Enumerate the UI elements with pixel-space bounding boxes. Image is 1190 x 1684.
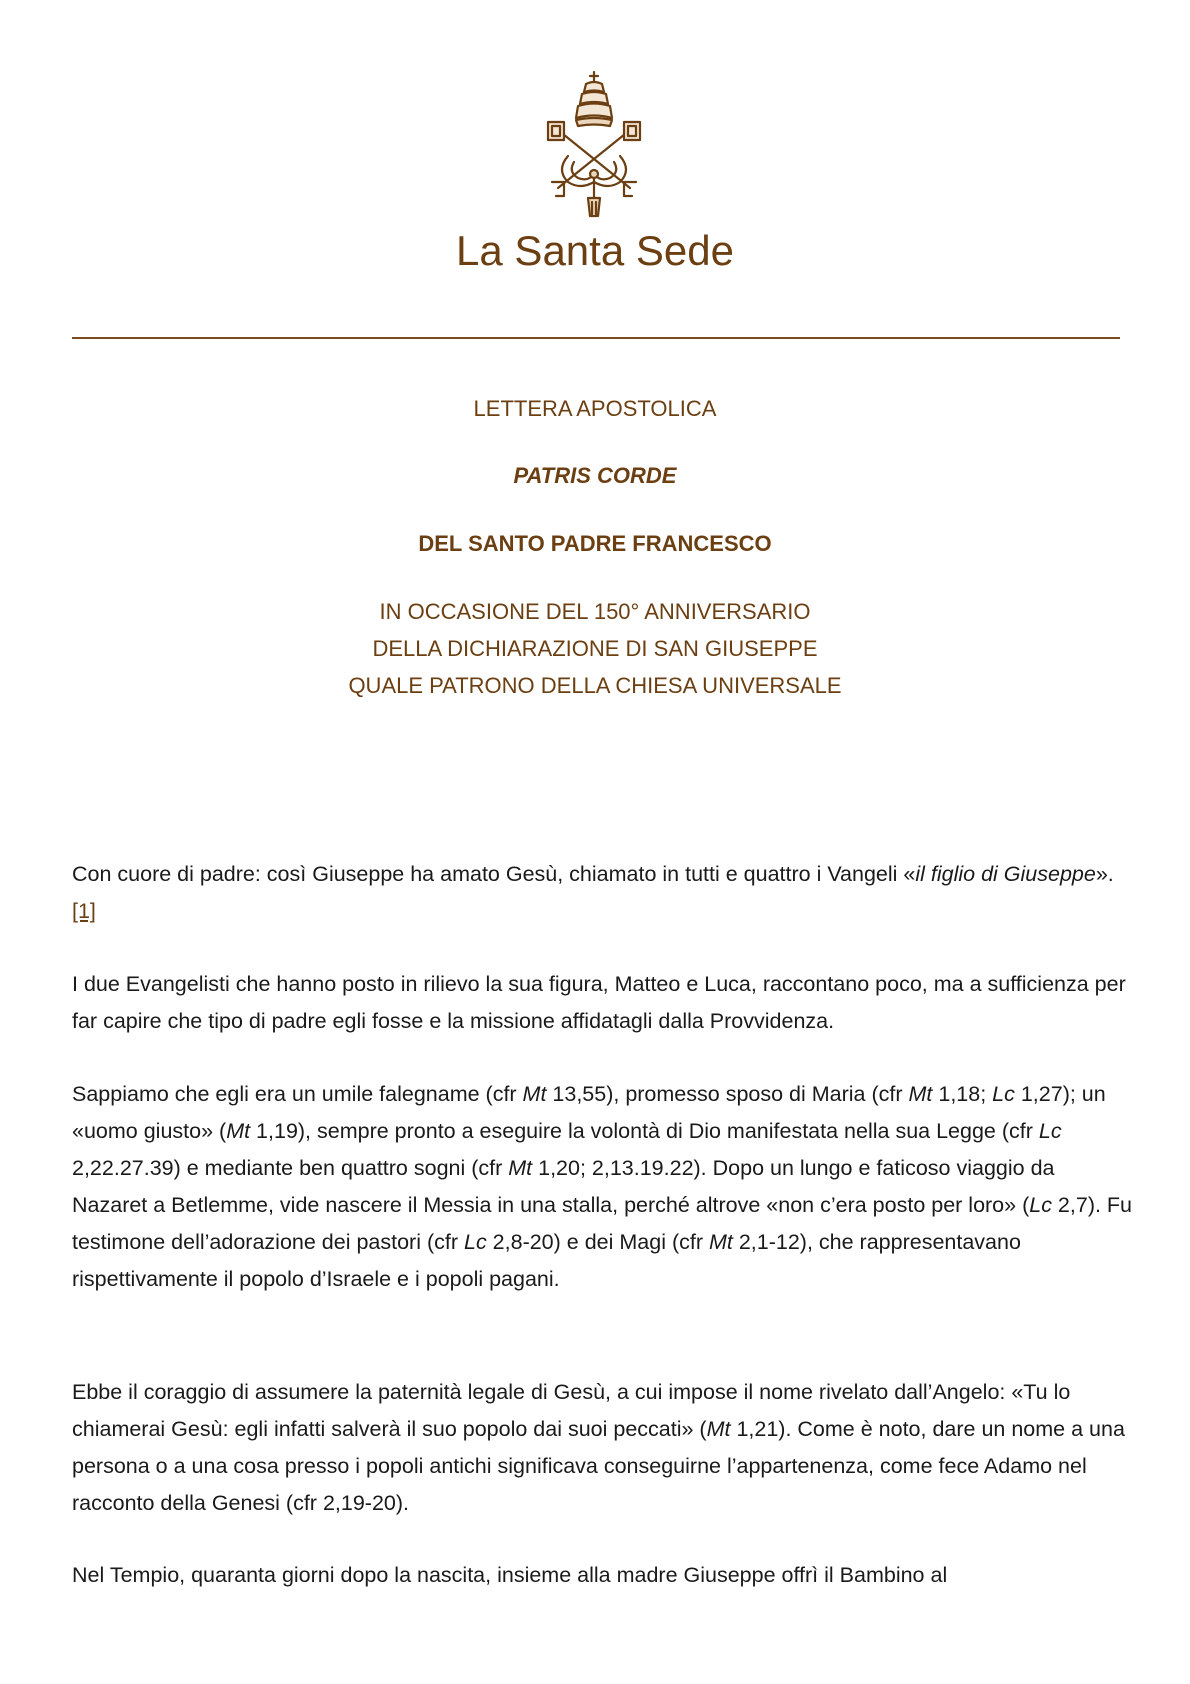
p3-text: 1,18; <box>932 1082 993 1106</box>
document-author: DEL SANTO PADRE FRANCESCO <box>418 531 772 556</box>
p3-text: 1,20; 2,13.19.22). Dopo un lungo e faticoso viaggio da Nazaret a Betlemme, vide nascere il Messia in una stalla, perché altrove «non c’era posto per loro» ( <box>72 1156 1055 1217</box>
p3-ref: Lc <box>1038 1119 1062 1143</box>
paragraph-1-italic: il figlio di Giuseppe <box>915 862 1096 886</box>
paragraph-1-text: Con cuore di padre: così Giuseppe ha amato Gesù, chiamato in tutti e quattro i Vangeli « <box>72 862 916 886</box>
p3-text: 1,27); un «uomo giusto» ( <box>72 1082 1106 1143</box>
paragraph-1-text-end: ». <box>1095 862 1114 886</box>
p3-ref: Lc <box>463 1230 487 1254</box>
p4-ref: Mt <box>706 1417 731 1441</box>
p3-text: 1,19), sempre pronto a eseguire la volontà di Dio manifestata nella sua Legge (cfr <box>250 1119 1039 1143</box>
footnote-link-1[interactable]: [1] <box>72 899 96 923</box>
site-title: La Santa Sede <box>456 227 734 274</box>
header-divider <box>72 337 1120 339</box>
p3-ref: Mt <box>908 1082 933 1106</box>
paragraph-5: Nel Tempio, quaranta giorni dopo la nascita, insieme alla madre Giuseppe offrì il Bambino al <box>72 1563 948 1587</box>
occasion-line-3: QUALE PATRONO DELLA CHIESA UNIVERSALE <box>348 673 842 698</box>
p3-text: 2,8-20) e dei Magi (cfr <box>486 1230 709 1254</box>
paragraph-1 <box>72 856 1132 930</box>
p3-ref: Lc <box>992 1082 1015 1106</box>
p3-text: 2,22.27.39) e mediante ben quattro sogni (cfr <box>72 1156 509 1180</box>
p3-text: 13,55), promesso sposo di Maria (cfr <box>546 1082 909 1106</box>
p3-ref: Mt <box>522 1082 547 1106</box>
p3-ref: Mt <box>708 1230 733 1254</box>
p3-ref: Mt <box>226 1119 251 1143</box>
p3-text: Sappiamo che egli era un umile falegname (cfr <box>72 1082 523 1106</box>
p4-text: 1,21). Come è noto, dare un nome a una persona o a una cosa presso i popoli antichi significava conseguirne l’appartenenza, come fece Adamo nel racconto della Genesi (cfr 2,19-20). <box>72 1417 1125 1515</box>
document-type: LETTERA APOSTOLICA <box>473 396 717 421</box>
p3-ref: Lc <box>1029 1193 1052 1217</box>
paragraph-3 <box>72 1076 1132 1298</box>
papal-coat-of-arms-icon <box>534 70 654 220</box>
paragraph-4 <box>72 1374 1132 1522</box>
p3-text: 2,1-12), che rappresentavano rispettivamente il popolo d’Israele e i popoli pagani. <box>72 1230 1021 1291</box>
p3-ref: Mt <box>508 1156 533 1180</box>
document-title: PATRIS CORDE <box>513 463 677 488</box>
occasion-line-2: DELLA DICHIARAZIONE DI SAN GIUSEPPE <box>372 636 818 661</box>
paragraph-2: I due Evangelisti che hanno posto in rilievo la sua figura, Matteo e Luca, raccontano poco, ma a sufficienza per far capire che tipo di padre egli fosse e la missione affidatagli dalla Provvidenza. <box>72 972 1126 1033</box>
occasion-line-1: IN OCCASIONE DEL 150° ANNIVERSARIO <box>379 599 811 624</box>
p3-text: 2,7). Fu testimone dell’adorazione dei pastori (cfr <box>72 1193 1133 1254</box>
p4-text: Ebbe il coraggio di assumere la paternità legale di Gesù, a cui impose il nome rivelato dall’Angelo: «Tu lo chiamerai Gesù: egli infatti salverà il suo popolo dai suoi peccati» ( <box>72 1380 1071 1441</box>
